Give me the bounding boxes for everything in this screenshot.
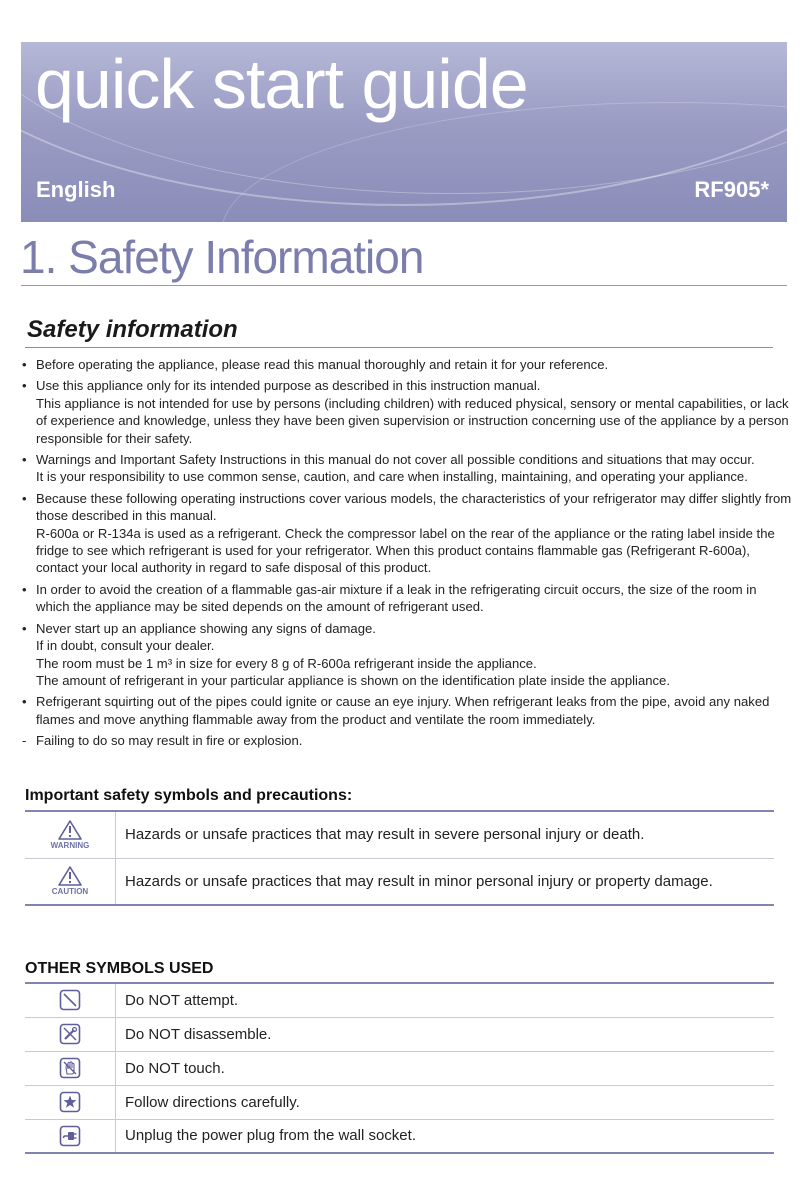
bullet-text: Failing to do so may result in fire or explosion. xyxy=(36,733,303,749)
prohibited-icon xyxy=(59,989,81,1011)
bullet-text: Warnings and Important Safety Instructions in this manual do not cover all possible conditions and situations that may occur. xyxy=(36,452,755,468)
bullet-text: The amount of refrigerant in your particular appliance is shown on the identification plate inside the appliance. xyxy=(36,672,670,688)
bullet-mark: • xyxy=(22,357,27,372)
bullet-text: R-600a or R-134a is used as a refrigerant. Check the compressor label on the rear of the appliance or the rating label inside the fridge to see which refrigerant is used for your refrigerator. When this product contains flammable gas (Refrigerant R-600a), contact your local authority in regard to safe disposal of this product. xyxy=(36,525,775,576)
safety-list-item xyxy=(20,490,792,577)
bullet-text: In order to avoid the creation of a flammable gas-air mixture if a leak in the refrigerating circuit occurs, the size of the room in which the appliance may be sited depends on the amount of refrigerant used. xyxy=(36,581,757,615)
symbol-text: Do NOT disassemble. xyxy=(116,1017,775,1051)
important-symbols-table xyxy=(25,810,774,906)
bullet-text: Before operating the appliance, please read this manual thoroughly and retain it for your reference. xyxy=(36,357,609,372)
symbol-text: Do NOT attempt. xyxy=(116,983,775,1017)
symbol-text: Follow directions carefully. xyxy=(116,1085,775,1119)
important-symbols-heading: Important safety symbols and precautions: xyxy=(25,787,353,804)
warning-icon-cell xyxy=(25,811,116,858)
header-banner xyxy=(21,42,787,222)
table-row xyxy=(25,1017,774,1051)
caution-icon xyxy=(58,866,82,886)
symbol-text: Do NOT touch. xyxy=(116,1051,775,1085)
unplug-icon xyxy=(59,1125,81,1147)
safety-list-item xyxy=(20,693,792,728)
symbol-cell xyxy=(25,1017,116,1051)
bullet-mark: • xyxy=(22,694,27,710)
safety-list-item xyxy=(20,377,792,447)
divider xyxy=(25,347,773,348)
symbol-cell xyxy=(25,1085,116,1119)
do-not-touch-icon xyxy=(59,1057,81,1079)
language-label: English xyxy=(36,177,116,202)
warning-text: Hazards or unsafe practices that may result in severe personal injury or death. xyxy=(116,811,775,858)
safety-list-item xyxy=(20,581,792,616)
table-row xyxy=(25,1119,774,1153)
safety-heading: Safety information xyxy=(27,316,238,343)
bullet-text: This appliance is not intended for use by persons (including children) with reduced physical, sensory or mental capabilities, or lack of experience and knowledge, unless they have been given supervision or instruction concerning use of the appliance by a person responsible for their safety. xyxy=(36,395,789,446)
bullet-text: Refrigerant squirting out of the pipes could ignite or cause an eye injury. When refrigerant leaks from the pipe, avoid any naked flames and move anything flammable away from the product and ventilate the room immediately. xyxy=(36,694,770,727)
other-symbols-table xyxy=(25,982,774,1154)
warning-label: WARNING xyxy=(50,840,90,850)
bullet-text: If in doubt, consult your dealer. xyxy=(36,638,215,654)
caution-icon-cell xyxy=(25,858,116,905)
caution-label: CAUTION xyxy=(51,887,89,897)
bullet-mark: • xyxy=(22,581,27,597)
table-row xyxy=(25,983,774,1017)
guide-title: quick start guide xyxy=(35,45,528,123)
bullet-mark: • xyxy=(22,378,27,394)
bullet-mark: • xyxy=(22,620,27,636)
safety-list-item xyxy=(20,356,792,373)
symbol-cell xyxy=(25,1051,116,1085)
other-symbols-heading: OTHER SYMBOLS USED xyxy=(25,960,214,977)
table-row xyxy=(25,1085,774,1119)
bullet-mark: • xyxy=(22,490,27,506)
divider xyxy=(21,285,787,286)
symbol-cell xyxy=(25,1119,116,1153)
section-title: 1. Safety Information xyxy=(20,231,424,283)
safety-list-item xyxy=(20,451,792,486)
bullet-text: Never start up an appliance showing any signs of damage. xyxy=(36,620,376,636)
symbol-cell xyxy=(25,983,116,1017)
bullet-text: Because these following operating instructions cover various models, the characteristics of your refrigerator may differ slightly from those described in this manual. xyxy=(36,490,792,524)
bullet-text: Use this appliance only for its intended purpose as described in this instruction manual. xyxy=(36,378,541,394)
safety-list xyxy=(20,356,792,754)
bullet-mark: • xyxy=(22,452,27,468)
warning-icon xyxy=(58,820,82,840)
bullet-text: It is your responsibility to use common sense, caution, and care when installing, maintaining, and operating your appliance. xyxy=(36,469,748,485)
table-row xyxy=(25,811,774,858)
bullet-text: The room must be 1 m³ in size for every 8 g of R-600a refrigerant inside the appliance. xyxy=(36,655,537,671)
table-row xyxy=(25,1051,774,1085)
model-label: RF905* xyxy=(694,177,769,202)
table-row xyxy=(25,858,774,905)
safety-list-item xyxy=(20,732,792,749)
bullet-mark: - xyxy=(22,733,27,749)
symbol-text: Unplug the power plug from the wall socket. xyxy=(116,1119,775,1153)
follow-directions-icon xyxy=(59,1091,81,1113)
caution-text: Hazards or unsafe practices that may result in minor personal injury or property damage. xyxy=(116,858,775,905)
safety-list-item xyxy=(20,620,792,690)
do-not-disassemble-icon xyxy=(59,1023,81,1045)
